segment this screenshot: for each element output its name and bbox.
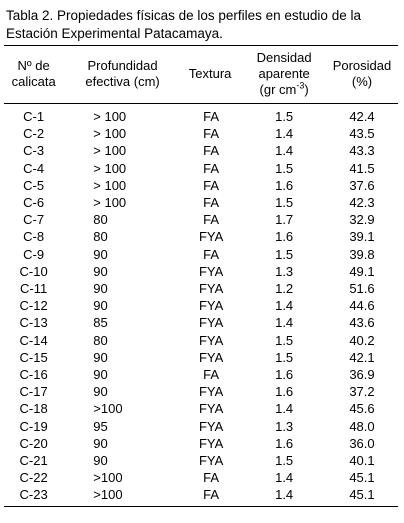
cell-calicata: C-8: [23, 229, 45, 245]
cell-profundidad: > 100: [93, 177, 127, 193]
header-row: [4, 46, 398, 104]
cell-textura: FA: [203, 126, 220, 142]
cell-densidad: 1.4: [275, 315, 294, 331]
header-profundidad-line2: efectiva (cm): [85, 74, 160, 89]
cell-densidad: 1.4: [275, 401, 294, 417]
header-profundidad-line1: Profundidad: [87, 58, 158, 73]
cell-porosidad: 40.1: [349, 453, 375, 469]
cell-textura: FA: [203, 470, 220, 486]
soil-properties-table: [4, 45, 398, 507]
cell-calicata: C-21: [19, 453, 48, 469]
cell-porosidad: 40.2: [349, 332, 375, 348]
cell-densidad: 1.4: [275, 143, 294, 159]
cell-densidad: 1.2: [275, 281, 294, 297]
cell-calicata: C-13: [19, 315, 48, 331]
cell-textura: FYA: [198, 281, 224, 297]
cell-porosidad: 48.0: [349, 418, 375, 434]
table-row: [4, 125, 398, 142]
table-row: [4, 142, 398, 159]
table-row: [4, 246, 398, 263]
header-profundidad: [63, 46, 178, 104]
cell-densidad: 1.5: [275, 160, 294, 176]
table-row: [4, 314, 398, 331]
cell-porosidad: 42.3: [349, 195, 375, 211]
header-densidad-exponent: -3: [296, 80, 305, 91]
cell-profundidad: 80: [93, 229, 108, 245]
cell-textura: FYA: [198, 401, 224, 417]
table-row: [4, 104, 398, 126]
cell-porosidad: 49.1: [349, 263, 375, 279]
table-row: [4, 160, 398, 177]
cell-calicata: C-11: [20, 281, 48, 297]
cell-porosidad: 45.1: [326, 486, 398, 506]
cell-profundidad: 85: [93, 315, 108, 331]
table-row: [4, 349, 398, 366]
header-textura: [178, 46, 242, 104]
cell-profundidad: >100: [93, 470, 123, 486]
header-densidad-unit: (gr cm: [259, 82, 297, 97]
table-row: [4, 452, 398, 469]
cell-porosidad: 44.6: [349, 298, 375, 314]
cell-densidad: 1.6: [275, 367, 294, 383]
cell-profundidad: > 100: [93, 160, 127, 176]
header-densidad-line2: aparente: [258, 66, 310, 81]
header-densidad-line3: [260, 82, 309, 97]
cell-calicata: C-7: [23, 212, 45, 228]
cell-porosidad: 43.5: [349, 126, 375, 142]
cell-profundidad: >100: [63, 486, 178, 506]
table-row: [4, 400, 398, 417]
cell-textura: FYA: [198, 298, 224, 314]
cell-profundidad: > 100: [93, 195, 127, 211]
cell-calicata: C-2: [23, 126, 45, 142]
table-row: [4, 366, 398, 383]
cell-porosidad: 37.6: [349, 177, 375, 193]
cell-textura: FYA: [198, 315, 224, 331]
cell-textura: FYA: [198, 453, 224, 469]
cell-textura: FA: [203, 246, 220, 262]
cell-textura: FA: [203, 195, 220, 211]
cell-densidad: 1.6: [275, 384, 294, 400]
table-row: [4, 228, 398, 245]
cell-densidad: 1.5: [275, 332, 294, 348]
cell-calicata: C-17: [19, 384, 48, 400]
cell-porosidad: 36.9: [349, 367, 375, 383]
table-row: [4, 332, 398, 349]
cell-profundidad: 90: [93, 281, 108, 297]
cell-porosidad: 39.8: [349, 246, 375, 262]
cell-densidad: 1.5: [275, 109, 294, 124]
cell-profundidad: 90: [93, 246, 108, 262]
cell-textura: FA: [203, 177, 220, 193]
cell-textura: FA: [203, 367, 220, 383]
cell-densidad: 1.5: [275, 453, 294, 469]
caption-line-1: Tabla 2. Propiedades físicas de los perfiles en estudio de la: [6, 8, 361, 23]
cell-densidad: 1.5: [275, 195, 294, 211]
header-porosidad-line2: (%): [351, 74, 373, 89]
cell-porosidad: 39.1: [349, 229, 375, 245]
cell-profundidad: 90: [93, 435, 108, 451]
cell-densidad: 1.6: [275, 229, 294, 245]
cell-porosidad: 42.4: [349, 109, 375, 124]
cell-porosidad: 37.2: [349, 384, 375, 400]
header-densidad: [242, 46, 326, 104]
cell-densidad: 1.4: [275, 126, 294, 142]
cell-textura: FYA: [198, 263, 224, 279]
table-row: [4, 486, 398, 506]
cell-profundidad: 90: [93, 367, 108, 383]
cell-profundidad: 90: [93, 384, 108, 400]
cell-profundidad: > 100: [93, 143, 127, 159]
cell-calicata: C-3: [23, 143, 45, 159]
cell-profundidad: > 100: [93, 126, 127, 142]
header-densidad-close: ): [304, 82, 309, 97]
cell-densidad: 1.5: [275, 246, 294, 262]
cell-textura: FYA: [198, 418, 224, 434]
cell-profundidad: 90: [93, 453, 108, 469]
table-row: [4, 263, 398, 280]
cell-calicata: C-22: [19, 470, 48, 486]
cell-calicata: C-16: [19, 367, 48, 383]
cell-calicata: C-12: [19, 298, 48, 314]
table-row: [4, 383, 398, 400]
caption-line-2: Estación Experimental Patacamaya.: [6, 26, 223, 41]
table-header: [4, 46, 398, 104]
cell-densidad: 1.6: [275, 435, 294, 451]
cell-textura: FA: [203, 143, 220, 159]
table-row: [4, 418, 398, 435]
cell-textura: FYA: [198, 332, 224, 348]
cell-textura: FA: [203, 212, 220, 228]
cell-densidad: 1.4: [275, 298, 294, 314]
header-porosidad: [326, 46, 398, 104]
cell-calicata: C-9: [23, 246, 45, 262]
cell-profundidad: > 100: [93, 109, 127, 124]
header-porosidad-line1: Porosidad: [332, 58, 392, 73]
cell-textura: FA: [178, 486, 242, 506]
table-row: [4, 435, 398, 452]
table-row: [4, 280, 398, 297]
cell-calicata: C-23: [4, 486, 63, 506]
cell-calicata: C-5: [23, 177, 45, 193]
cell-porosidad: 51.6: [349, 281, 375, 297]
cell-textura: FYA: [198, 384, 224, 400]
cell-densidad: 1.7: [275, 212, 294, 228]
cell-profundidad: 95: [93, 418, 108, 434]
cell-porosidad: 43.6: [349, 315, 375, 331]
cell-calicata: C-18: [19, 401, 48, 417]
cell-calicata: C-14: [19, 332, 48, 348]
cell-densidad: 1.3: [275, 263, 294, 279]
cell-calicata: C-10: [19, 263, 48, 279]
cell-calicata: C-15: [19, 349, 48, 365]
cell-calicata: C-1: [23, 109, 45, 124]
table-row: [4, 177, 398, 194]
table-body: [4, 104, 398, 507]
cell-calicata: C-6: [23, 195, 45, 211]
cell-calicata: C-20: [19, 435, 48, 451]
cell-porosidad: 41.5: [349, 160, 375, 176]
cell-profundidad: 80: [93, 212, 108, 228]
cell-profundidad: 90: [93, 349, 108, 365]
cell-profundidad: >100: [93, 401, 123, 417]
cell-porosidad: 45.6: [349, 401, 375, 417]
cell-porosidad: 42.1: [349, 349, 375, 365]
cell-profundidad: 90: [93, 263, 108, 279]
table-row: [4, 194, 398, 211]
cell-textura: FA: [203, 160, 220, 176]
header-densidad-line1: Densidad: [256, 50, 312, 65]
table-caption: [6, 7, 398, 43]
cell-densidad: 1.3: [275, 418, 294, 434]
table-row: [4, 211, 398, 228]
cell-porosidad: 43.3: [349, 143, 375, 159]
cell-calicata: C-4: [23, 160, 45, 176]
header-calicata: [4, 46, 63, 104]
cell-profundidad: 80: [93, 332, 108, 348]
cell-textura: FYA: [198, 435, 224, 451]
cell-densidad: 1.4: [242, 486, 326, 506]
cell-profundidad: 90: [93, 298, 108, 314]
cell-calicata: C-19: [19, 418, 48, 434]
header-textura-label: Textura: [188, 66, 232, 81]
cell-textura: FYA: [198, 229, 224, 245]
cell-densidad: 1.5: [275, 349, 294, 365]
table-row: [4, 469, 398, 486]
header-calicata-line2: calicata: [11, 74, 56, 89]
cell-porosidad: 32.9: [349, 212, 375, 228]
cell-textura: FA: [203, 109, 220, 124]
header-calicata-line1: Nº de: [17, 58, 50, 73]
cell-textura: FYA: [198, 349, 224, 365]
cell-porosidad: 36.0: [349, 435, 375, 451]
cell-densidad: 1.4: [275, 470, 294, 486]
cell-densidad: 1.6: [275, 177, 294, 193]
cell-porosidad: 45.1: [349, 470, 375, 486]
table-row: [4, 297, 398, 314]
